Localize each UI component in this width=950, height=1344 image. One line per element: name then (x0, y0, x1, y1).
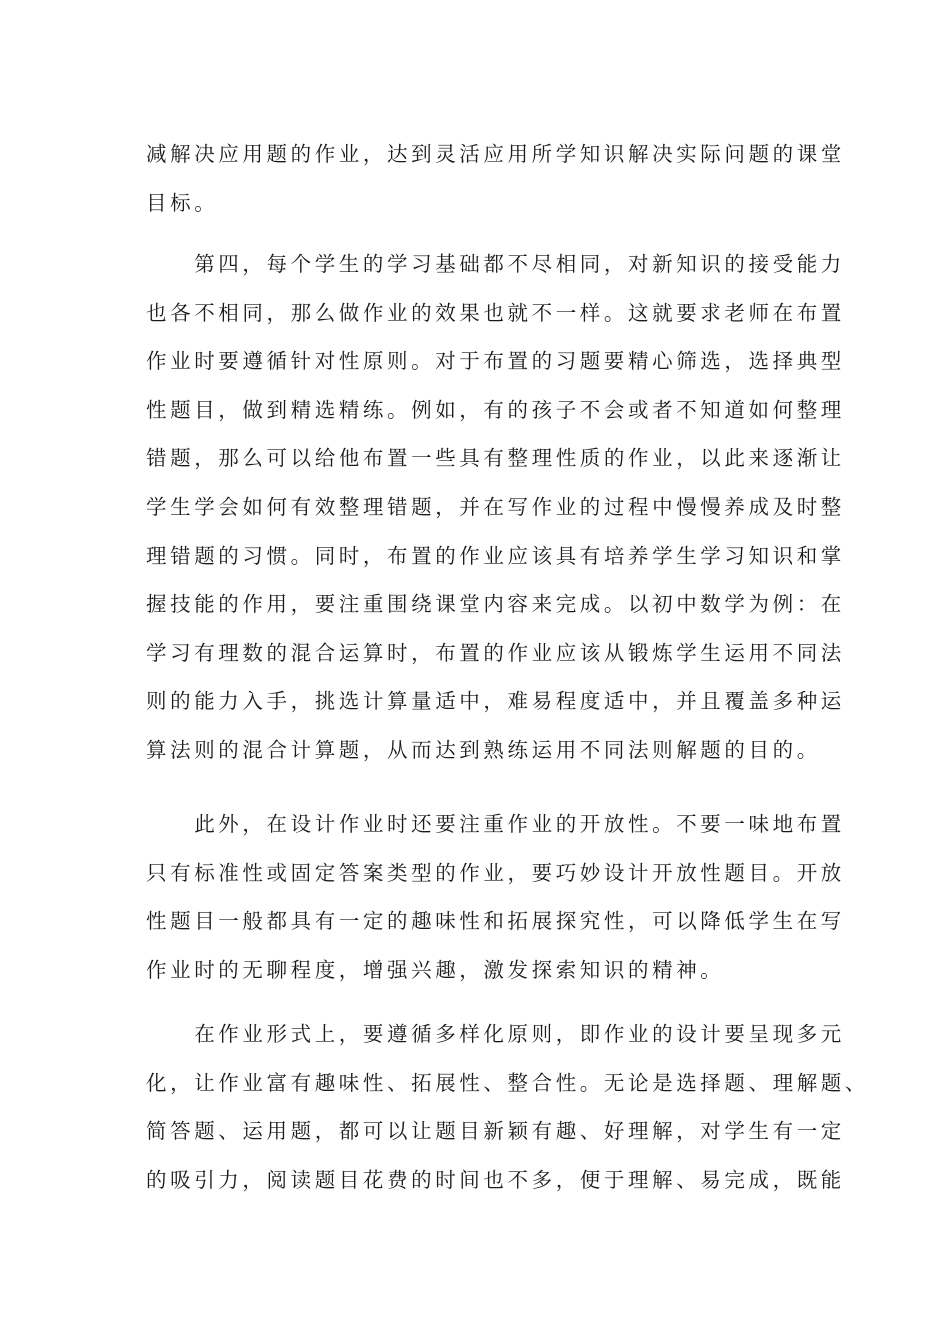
text-line: 第四，每个学生的学习基础都不尽相同，对新知识的接受能力 (146, 252, 845, 276)
text-line: 性题目，做到精选精练。例如，有的孩子不会或者不知道如何整理 (146, 397, 845, 422)
text-line: 只有标准性或固定答案类型的作业，要巧妙设计开放性题目。开放 (146, 860, 845, 885)
text-line: 此外，在设计作业时还要注重作业的开放性。不要一味地布置 (146, 812, 845, 836)
text-line: 理错题的习惯。同时，布置的作业应该具有培养学生学习知识和掌 (146, 543, 845, 568)
text-line: 错题，那么可以给他布置一些具有整理性质的作业，以此来逐渐让 (146, 446, 845, 471)
paragraph-3 (146, 800, 845, 994)
text-line: 的吸引力，阅读题目花费的时间也不多，便于理解、易完成，既能 (146, 1167, 845, 1192)
text-line: 则的能力入手，挑选计算量适中，难易程度适中，并且覆盖多种运 (146, 689, 845, 714)
text-line: 学习有理数的混合运算时，布置的作业应该从锻炼学生运用不同法 (146, 640, 845, 665)
paragraph-2 (146, 240, 845, 775)
text-line: 目标。 (146, 190, 219, 215)
text-line: 作业时的无聊程度，增强兴趣，激发探索知识的精神。 (146, 957, 725, 982)
text-line: 也各不相同，那么做作业的效果也就不一样。这就要求老师在布置 (146, 300, 845, 325)
text-line: 性题目一般都具有一定的趣味性和拓展探究性，可以降低学生在写 (146, 909, 845, 934)
text-line: 在作业形式上，要遵循多样化原则，即作业的设计要呈现多元 (146, 1022, 845, 1046)
text-line: 化，让作业富有趣味性、拓展性、整合性。无论是选择题、理解题、 (146, 1070, 869, 1095)
text-line: 作业时要遵循针对性原则。对于布置的习题要精心筛选，选择典型 (146, 349, 845, 374)
text-line: 算法则的混合计算题，从而达到熟练运用不同法则解题的目的。 (146, 737, 821, 762)
paragraph-4 (146, 1010, 869, 1204)
text-line: 简答题、运用题，都可以让题目新颖有趣、好理解，对学生有一定 (146, 1119, 845, 1144)
text-line: 学生学会如何有效整理错题，并在写作业的过程中慢慢养成及时整 (146, 494, 845, 519)
text-line: 减解决应用题的作业，达到灵活应用所学知识解决实际问题的课堂 (146, 142, 845, 166)
text-line: 握技能的作用，要注重围绕课堂内容来完成。以初中数学为例：在 (146, 592, 845, 617)
paragraph-1 (146, 130, 845, 227)
